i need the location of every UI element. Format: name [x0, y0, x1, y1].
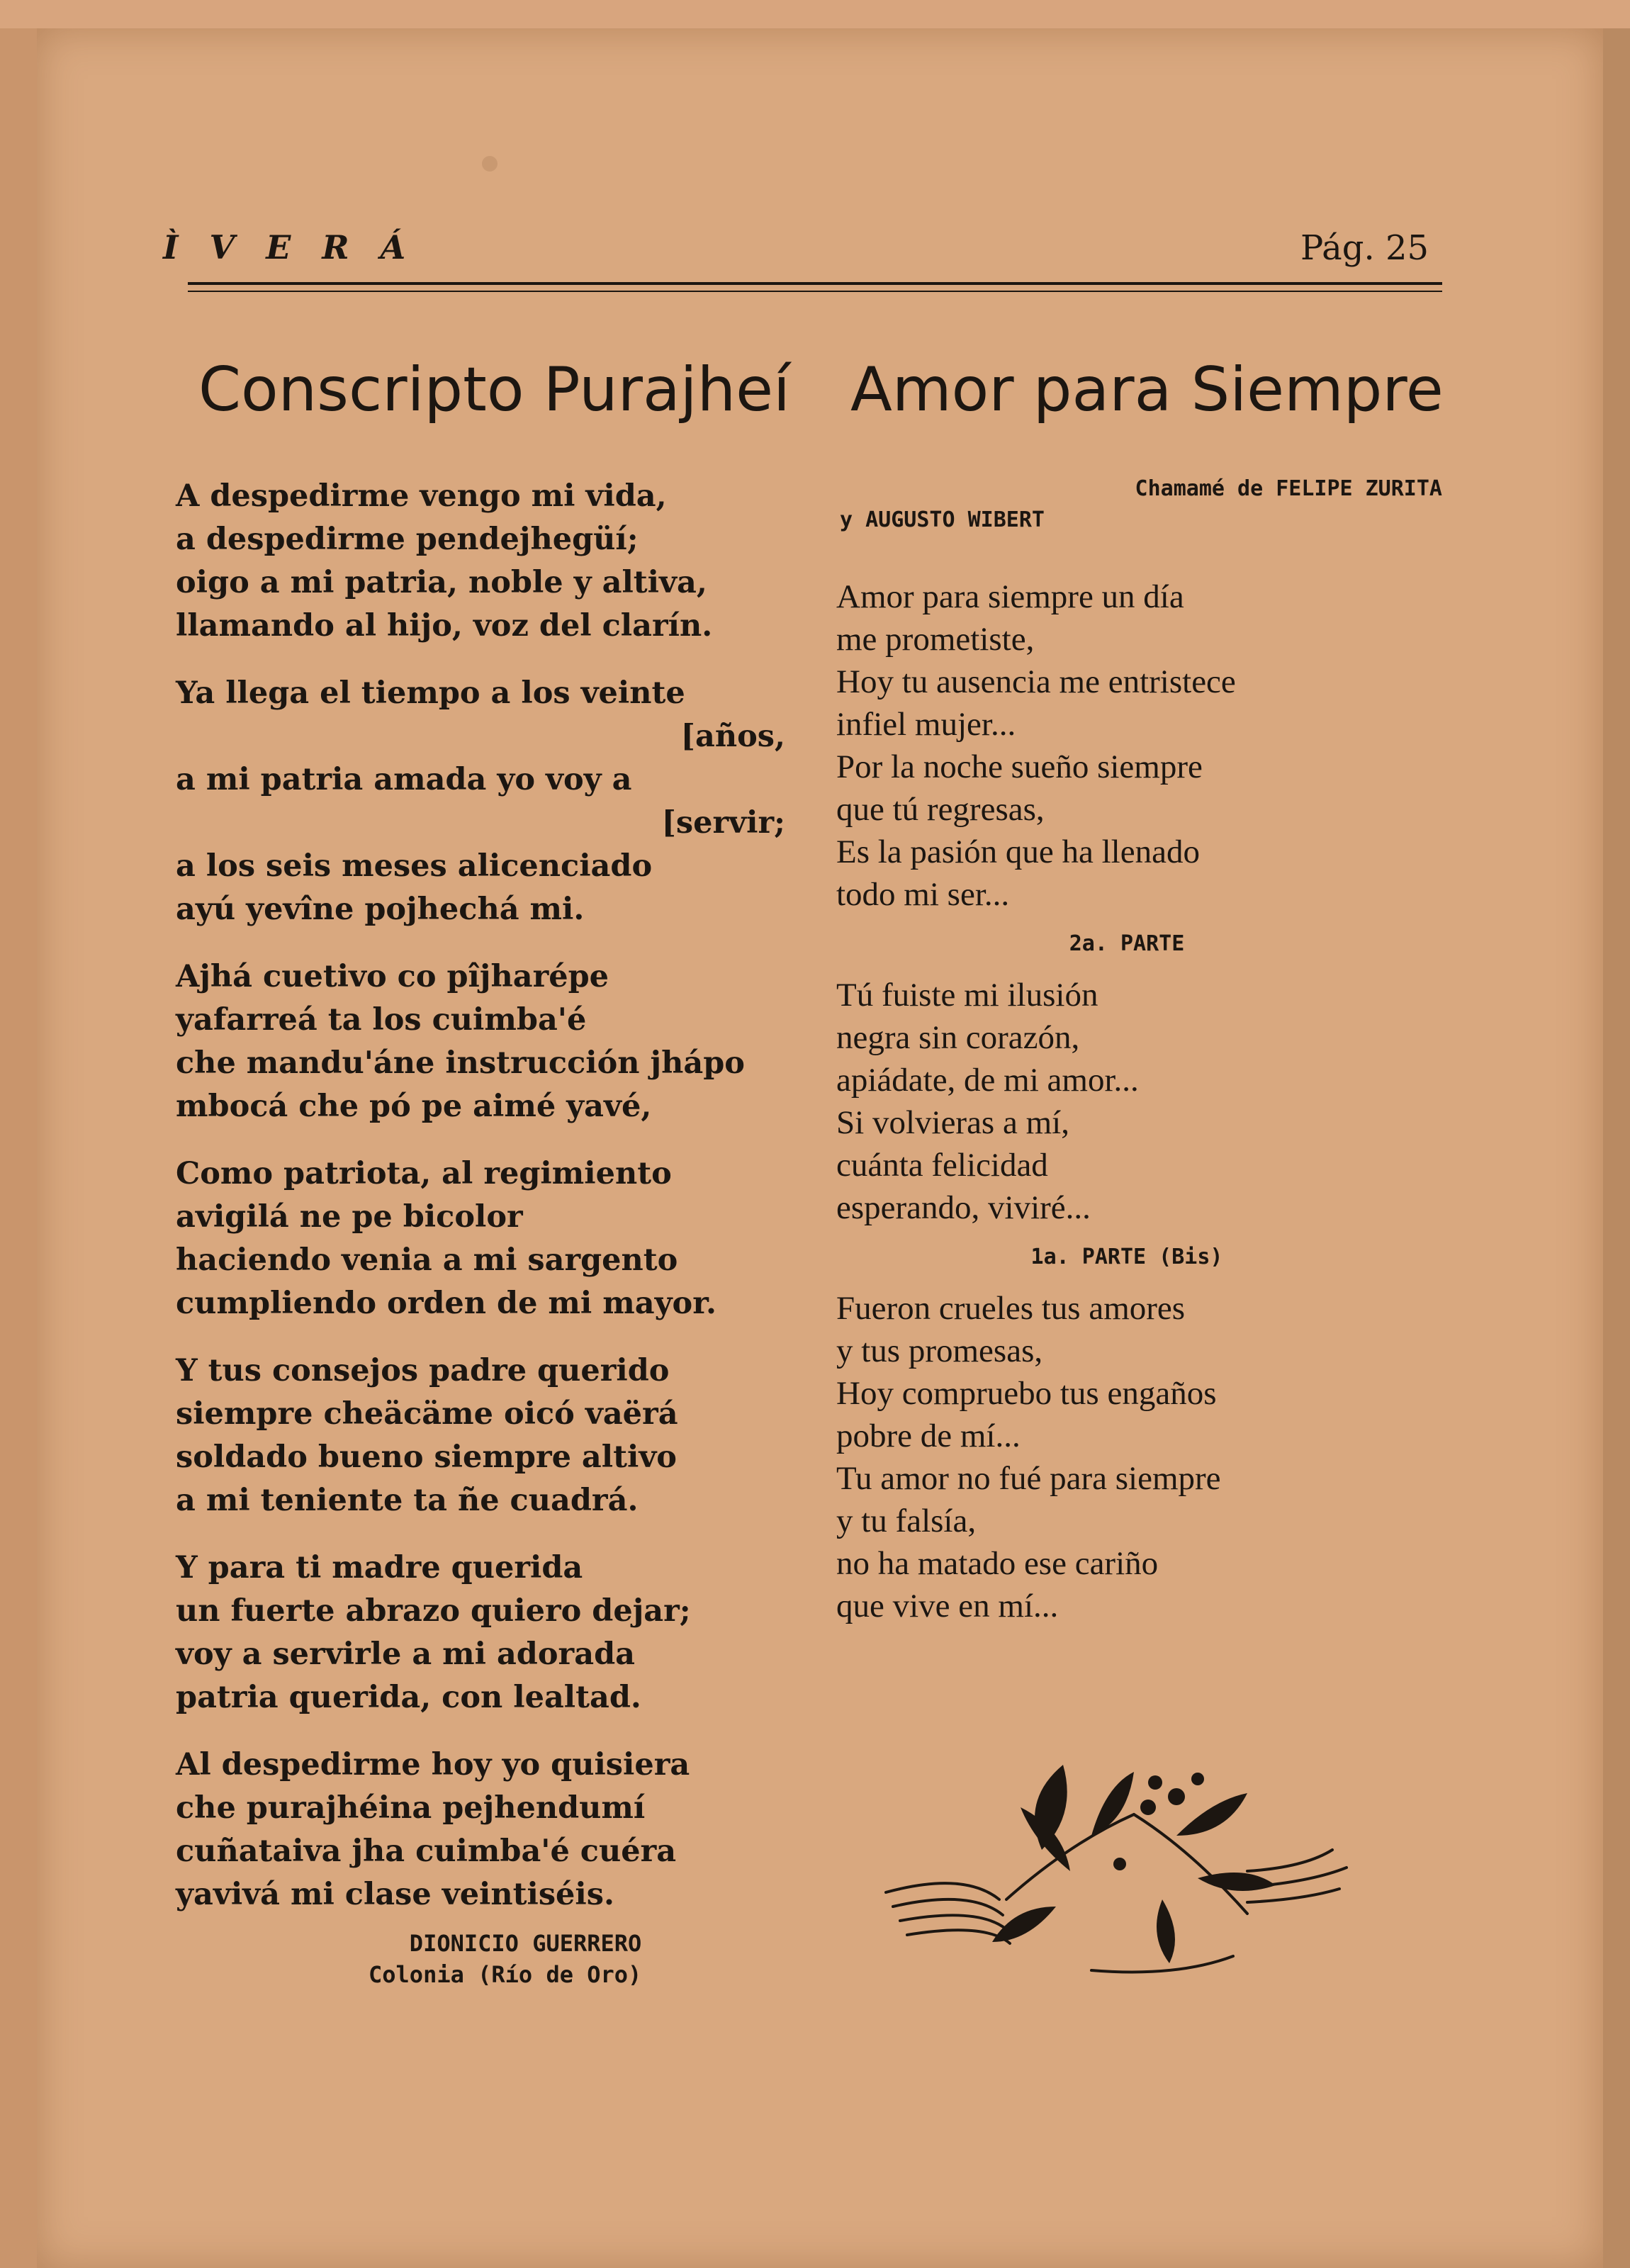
verse-line: mbocá che pó pe aimé yavé,	[176, 1089, 652, 1124]
stanza	[176, 1349, 799, 1522]
verse-line: cuánta felicidad	[836, 1147, 1048, 1184]
verse-line: Y tus consejos padre querido	[176, 1353, 670, 1388]
verse-line: Tú fuiste mi ilusión	[836, 977, 1098, 1014]
verse-line: Tu amor no fué para siempre	[836, 1460, 1221, 1497]
right-poem-title: Amor para Siempre	[850, 354, 1444, 425]
stanza	[176, 1152, 799, 1325]
verse-line: Ya llega el tiempo a los veinte	[176, 675, 685, 711]
stanza	[176, 475, 799, 648]
header-rule	[188, 282, 1442, 285]
verse-line: soldado bueno siempre altivo	[176, 1439, 677, 1475]
stanza	[176, 672, 799, 931]
stanza	[176, 955, 799, 1128]
verse-line: me prometiste,	[836, 621, 1035, 658]
verse-line: Como patriota, al regimiento	[176, 1156, 672, 1191]
next-page-edge	[1603, 28, 1630, 2268]
ink-spot	[482, 156, 498, 172]
verse-line: a despedirme pendejhegüí;	[176, 522, 639, 557]
verse-line: negra sin corazón,	[836, 1019, 1080, 1056]
previous-page-edge	[0, 28, 37, 2268]
verse-line: que tú regresas,	[836, 791, 1045, 828]
verse-line: A despedirme vengo mi vida,	[176, 478, 667, 514]
stanza	[176, 1546, 799, 1719]
verse-line: que vive en mí...	[836, 1588, 1059, 1624]
verse-line: Hoy compruebo tus engaños	[836, 1375, 1217, 1412]
verse-line: oigo a mi patria, noble y altiva,	[176, 565, 707, 600]
verse-line: ayú yevîne pojhechá mi.	[176, 892, 585, 927]
right-poem	[836, 576, 1474, 1632]
verse-line: Amor para siempre un día	[836, 578, 1184, 615]
right-poem-credit	[840, 473, 1442, 536]
verse-line: llamando al hijo, voz del clarín.	[176, 608, 713, 644]
left-poem	[176, 475, 799, 1941]
verse-line: todo mi ser...	[836, 876, 1010, 913]
verse-line: Si volvieras a mí,	[836, 1104, 1069, 1141]
verse-line: no ha matado ese cariño	[836, 1545, 1159, 1582]
verse-line: avigilá ne pe bicolor	[176, 1199, 523, 1235]
verse-line: Es la pasión que ha llenado	[836, 833, 1200, 870]
verse-line: y tus promesas,	[836, 1332, 1043, 1369]
stanza	[836, 974, 1474, 1229]
verse-line: patria querida, con lealtad.	[176, 1680, 641, 1715]
author-name: DIONICIO GUERRERO	[409, 1930, 642, 1957]
stanza	[176, 1744, 799, 1916]
credit-line: Chamamé de FELIPE ZURITA	[1135, 476, 1442, 501]
leaf-ornament-illustration	[879, 1729, 1375, 1984]
verse-line: a mi teniente ta ñe cuadrá.	[176, 1483, 639, 1518]
verse-line: pobre de mí...	[836, 1418, 1021, 1454]
verse-line: siempre cheäcäme oicó vaërá	[176, 1396, 678, 1432]
verse-line-continuation: [servir;	[661, 805, 785, 841]
verse-line: un fuerte abrazo quiero dejar;	[176, 1593, 691, 1629]
stanza	[836, 1287, 1474, 1627]
verse-line: cumpliendo orden de mi mayor.	[176, 1286, 716, 1321]
verse-line-continuation: [años,	[680, 719, 785, 754]
verse-line: haciendo venia a mi sargento	[176, 1242, 678, 1278]
left-poem-author-credit	[369, 1928, 641, 1990]
verse-line: y tu falsía,	[836, 1503, 977, 1539]
stanza	[836, 576, 1474, 916]
verse-line: Ajhá cuetivo co pîjharépe	[176, 959, 609, 994]
verse-line: yafarreá ta los cuimba'é	[176, 1002, 587, 1038]
verse-line: voy a servirle a mi adorada	[176, 1637, 636, 1672]
verse-line: Hoy tu ausencia me entristece	[836, 663, 1236, 700]
left-poem-title: Conscripto Purajheí	[198, 354, 790, 425]
verse-line: Y para ti madre querida	[176, 1550, 583, 1585]
magazine-name: Ì V E R Á	[163, 228, 416, 266]
verse-line: apiádate, de mi amor...	[836, 1062, 1139, 1099]
page-number: Pág. 25	[1300, 228, 1429, 268]
part-label: 2a. PARTE	[1069, 931, 1185, 956]
header-rule-thin	[188, 291, 1442, 292]
verse-line: cuñataiva jha cuimba'é cuéra	[176, 1834, 677, 1869]
verse-line: yavivá mi clase veintiséis.	[176, 1877, 614, 1912]
credit-line: y AUGUSTO WIBERT	[840, 507, 1045, 532]
verse-line: Fueron crueles tus amores	[836, 1290, 1186, 1327]
verse-line: infiel mujer...	[836, 706, 1016, 743]
author-place: Colonia (Río de Oro)	[369, 1961, 642, 1988]
part-label: 1a. PARTE (Bis)	[1030, 1245, 1223, 1269]
verse-line: Por la noche sueño siempre	[836, 748, 1203, 785]
verse-line: che purajhéina pejhendumí	[176, 1790, 646, 1826]
verse-line: che mandu'áne instrucción jhápo	[176, 1045, 745, 1081]
verse-line: Al despedirme hoy yo quisiera	[176, 1747, 690, 1783]
verse-line: esperando, viviré...	[836, 1189, 1091, 1226]
verse-line: a mi patria amada yo voy a	[176, 762, 632, 797]
verse-line: a los seis meses alicenciado	[176, 848, 653, 884]
